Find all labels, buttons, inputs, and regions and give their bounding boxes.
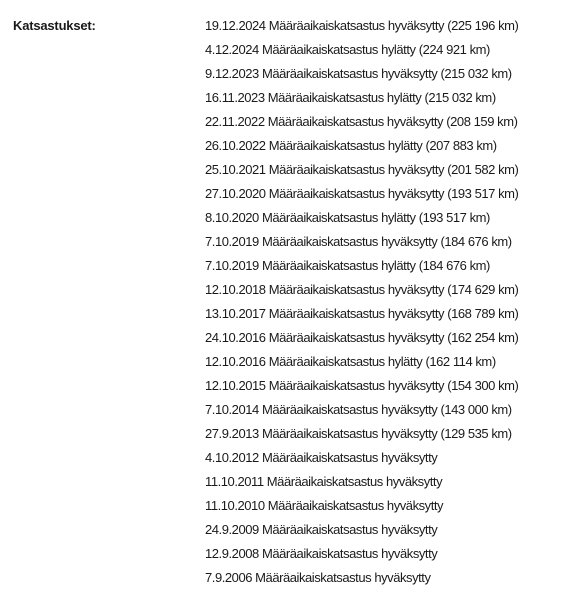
inspection-entry: 7.10.2014 Määräaikaiskatsastus hyväksytty (143 000 km) (205, 402, 512, 417)
inspection-entry: 24.9.2009 Määräaikaiskatsastus hyväksytty (205, 522, 438, 537)
inspection-entry: 9.12.2023 Määräaikaiskatsastus hyväksytty (215 032 km) (205, 66, 512, 81)
inspection-entry: 13.10.2017 Määräaikaiskatsastus hyväksytty (168 789 km) (205, 306, 519, 321)
inspection-entry: 12.10.2018 Määräaikaiskatsastus hyväksytty (174 629 km) (205, 282, 519, 297)
inspection-entry: 19.12.2024 Määräaikaiskatsastus hyväksytty (225 196 km) (205, 18, 519, 33)
inspection-entry: 26.10.2022 Määräaikaiskatsastus hylätty (207 883 km) (205, 138, 497, 153)
inspection-entry: 25.10.2021 Määräaikaiskatsastus hyväksytty (201 582 km) (205, 162, 519, 177)
inspection-entry: 8.10.2020 Määräaikaiskatsastus hylätty (193 517 km) (205, 210, 490, 225)
inspection-entry: 11.10.2010 Määräaikaiskatsastus hyväksytty (205, 498, 444, 513)
inspections-label: Katsastukset: (13, 18, 96, 33)
inspection-entry: 12.9.2008 Määräaikaiskatsastus hyväksytty (205, 546, 438, 561)
inspection-entry: 7.10.2019 Määräaikaiskatsastus hyväksytty (184 676 km) (205, 234, 512, 249)
inspection-entry: 24.10.2016 Määräaikaiskatsastus hyväksytty (162 254 km) (205, 330, 519, 345)
inspection-entry: 7.9.2006 Määräaikaiskatsastus hyväksytty (205, 570, 431, 585)
inspection-entry: 4.12.2024 Määräaikaiskatsastus hylätty (224 921 km) (205, 42, 490, 57)
inspection-list (205, 16, 585, 592)
inspection-entry: 22.11.2022 Määräaikaiskatsastus hyväksytty (208 159 km) (205, 114, 518, 129)
inspection-entry: 27.9.2013 Määräaikaiskatsastus hyväksytty (129 535 km) (205, 426, 512, 441)
inspection-entry: 11.10.2011 Määräaikaiskatsastus hyväksytty (205, 474, 443, 489)
inspection-entry: 16.11.2023 Määräaikaiskatsastus hylätty (215 032 km) (205, 90, 496, 105)
inspection-entry: 12.10.2016 Määräaikaiskatsastus hylätty (162 114 km) (205, 354, 496, 369)
inspection-entry: 4.10.2012 Määräaikaiskatsastus hyväksytty (205, 450, 438, 465)
inspection-entry: 12.10.2015 Määräaikaiskatsastus hyväksytty (154 300 km) (205, 378, 519, 393)
inspection-entry: 27.10.2020 Määräaikaiskatsastus hyväksytty (193 517 km) (205, 186, 519, 201)
inspection-entry: 7.10.2019 Määräaikaiskatsastus hylätty (184 676 km) (205, 258, 490, 273)
